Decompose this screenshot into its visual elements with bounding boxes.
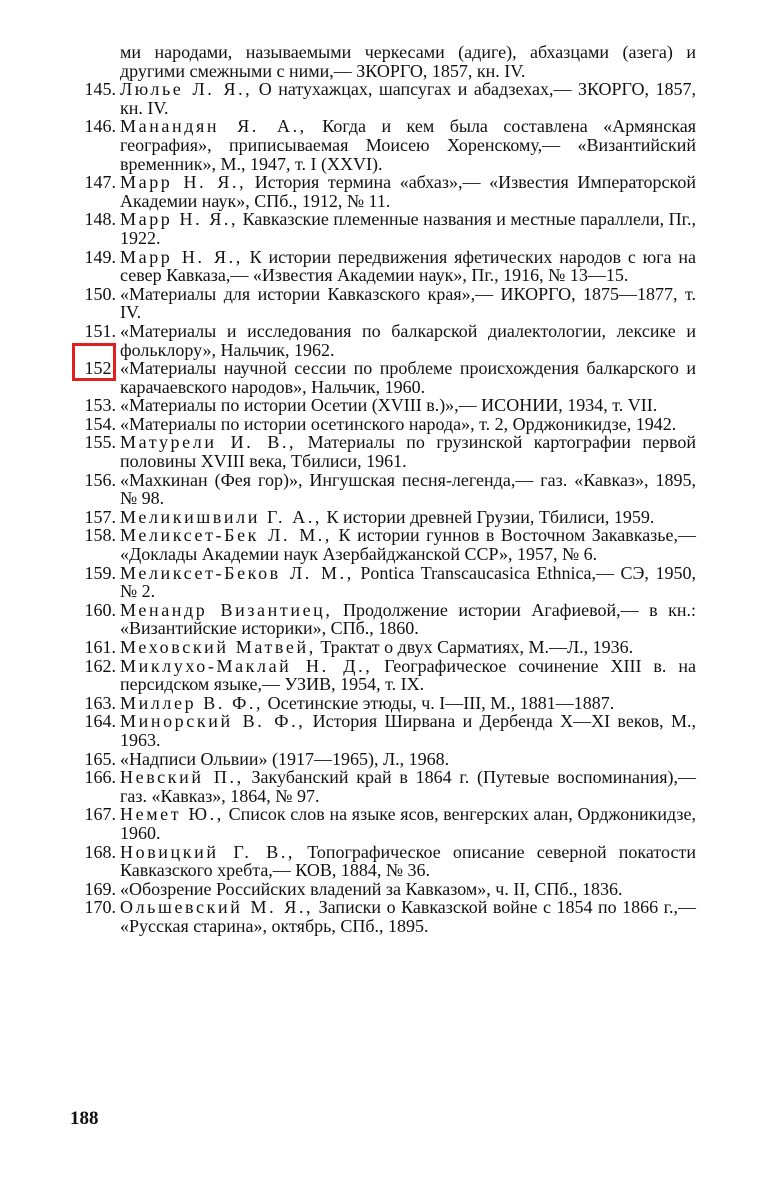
entry-author: Миллер В. Ф., [120,692,264,713]
bibliography-entry [76,601,696,638]
entry-number: 165. [84,748,116,769]
entry-number: 150. [84,283,116,304]
entry-number: 158. [84,525,116,546]
bibliography-entry [76,750,696,769]
entry-number: 168. [84,841,116,862]
entry-author: Минорский В. Ф., [120,711,306,732]
entry-number: 166. [84,767,116,788]
bibliography-entry [76,508,696,527]
entry-text: Топографическое описание северной покатости Кавказского хребта,— КОВ, 1884, № 36. [120,841,696,881]
entry-number: 152. [84,358,116,379]
entry-number: 161. [84,637,116,657]
entry-author: Ольшевский М. Я., [120,897,314,918]
entry-text: Материалы по грузинской картографии первой половины XVIII века, Тбилиси, 1961. [120,432,696,472]
entry-number: 154. [84,413,116,434]
entry-number: 156. [84,469,116,490]
bibliography-entry [76,898,696,935]
entry-text: «Материалы по истории Осетии (XVIII в.)»,— ИСОНИИ, 1934, т. VII. [120,395,658,416]
bibliography-entry [76,564,696,601]
entry-text: К истории гуннов в Восточном Закавказье,— «Доклады Академии наук Азербайджанской ССР», 1957, № 6. [120,525,696,565]
bibliography-entry [76,526,696,563]
entry-author: Меликсет-Беков Л. М., [120,562,354,583]
entry-number: 170. [84,897,116,918]
entry-author: Манандян Я. А., [120,116,307,137]
entry-number: 151. [84,320,116,341]
entry-number: 159. [84,562,116,583]
entry-text: «Махкинан (Фея гор)», Ингушская песня-легенда,— газ. «Кавказ», 1895, № 98. [120,469,696,509]
entry-text: К истории передвижения яфетических народов с юга на север Кавказа,— «Известия Академии наук», Пг., 1916, № 13—15. [120,246,696,286]
entry-author: Меликишвили Г. А., [120,506,323,527]
entry-text: Pontica Transcaucasica Ethnica,— СЭ, 1950, № 2. [120,562,697,602]
entry-text: Кавказские племенные названия и местные параллели, Пг., 1922. [120,209,696,248]
bibliography-entry [76,880,696,899]
entry-text: История термина «абхаз»,— «Известия Императорской Академии наук», СПб., 1912, № 11. [120,172,696,211]
entry-author: Новицкий Г. В., [120,841,296,862]
bibliography-entry [76,843,696,880]
entry-text: Когда и кем была составлена «Армянская география», приписываемая Моисею Хоренскому,— «Византийский временник», М., 1947, т. I (XXVI). [120,116,696,174]
entry-number: 145. [84,79,116,100]
entry-number: 157. [84,506,116,527]
entry-number: 164. [84,711,116,732]
bibliography-entry [76,471,696,508]
entry-number: 146. [84,116,116,137]
entry-text: О натухажцах, шапсугах и абадзехах,— ЗКОРГО, 1857, кн. IV. [120,79,696,118]
entry-text: Записки о Кавказской войне с 1854 по 1866 г.,— «Русская старина», октябрь, СПб., 1895. [120,897,696,936]
bibliography-entry [76,210,696,247]
bibliography-entry [76,694,696,713]
entry-text: ми народами, называемыми черкесами (адиге), абхазцами (азега) и другими смежными с ними,— ЗКОРГО, 1857, кн. IV. [120,42,696,81]
entry-author: Люлье Л. Я., [120,79,253,100]
entry-text: История Ширвана и Дербенда X—XI веков, М., 1963. [120,711,696,750]
entry-text: Трактат о двух Сарматиях, М.—Л., 1936. [315,637,634,657]
entry-number: 167. [84,804,116,825]
bibliography-entry [76,415,696,434]
entry-number: 162. [84,655,116,676]
bibliography-entry [76,248,696,285]
entry-author: Менандр Византиец, [120,599,333,620]
entry-text: «Надписи Ольвии» (1917—1965), Л., 1968. [120,748,450,769]
entry-text: К истории древней Грузии, Тбилиси, 1959. [322,506,655,527]
entry-text: «Обозрение Российских владений за Кавказом», ч. II, СПб., 1836. [120,878,623,899]
entry-text: «Материалы по истории осетинского народа», т. 2, Орджоникидзе, 1942. [120,413,677,434]
entry-number: 153. [84,395,116,416]
bibliography-entry [76,433,696,470]
bibliography-entry [76,117,696,173]
entry-text: Список слов на языке ясов, венгерских алан, Орджоникидзе, 1960. [120,804,697,843]
bibliography-entry [76,768,696,805]
bibliography-entry [76,80,696,117]
entry-text: Осетинские этюды, ч. I—III, М., 1881—1887. [263,692,615,713]
highlight-box [72,343,116,381]
entry-number: 160. [84,599,116,620]
bibliography-list [76,43,696,936]
entry-text: «Материалы научной сессии по проблеме происхождения балкарского и карачаевского народов», Нальчик, 1960. [120,358,696,397]
entry-author: Миклухо-Маклай Н. Д., [120,655,373,676]
entry-number: 148. [84,209,116,230]
entry-author: Невский П., [120,767,244,788]
entry-author: Марр Н. Я., [120,172,247,193]
entry-text: «Материалы и исследования по балкарской диалектологии, лексике и фольклору», Нальчик, 1962. [120,320,696,360]
entry-text: Закубанский край в 1864 г. (Путевые воспоминания),— газ. «Кавказ», 1864, № 97. [120,767,697,806]
bibliography-entry [76,712,696,749]
entry-text: Географическое сочинение XIII в. на персидском языке,— УЗИВ, 1954, т. IX. [120,655,696,695]
bibliography-entry [76,396,696,415]
page-number: 188 [70,1108,99,1129]
bibliography-entry [76,638,696,657]
entry-number: 155. [84,432,116,453]
entry-text: «Материалы для истории Кавказского края»,— ИКОРГО, 1875—1877, т. IV. [120,283,696,323]
entry-author: Меховский Матвей, [120,637,316,657]
entry-author: Меликсет-Бек Л. М., [120,525,332,546]
entry-author: Немет Ю., [120,804,224,825]
bibliography-entry [76,322,696,359]
bibliography-entry [76,43,696,80]
bibliography-entry [76,657,696,694]
bibliography-entry [76,805,696,842]
entry-author: Марр Н. Я., [120,209,239,230]
entry-author: Матурели И. В., [120,432,297,453]
entry-number: 147. [84,172,116,193]
bibliography-entry [76,359,696,396]
entry-author: Марр Н. Я., [120,246,243,267]
entry-number: 163. [84,692,116,713]
bibliography-entry [76,285,696,322]
bibliography-entry [76,173,696,210]
entry-number: 169. [84,878,116,899]
entry-number: 149. [84,246,116,267]
entry-text: Продолжение истории Агафиевой,— в кн.: «Византийские историки», СПб., 1860. [120,599,697,639]
